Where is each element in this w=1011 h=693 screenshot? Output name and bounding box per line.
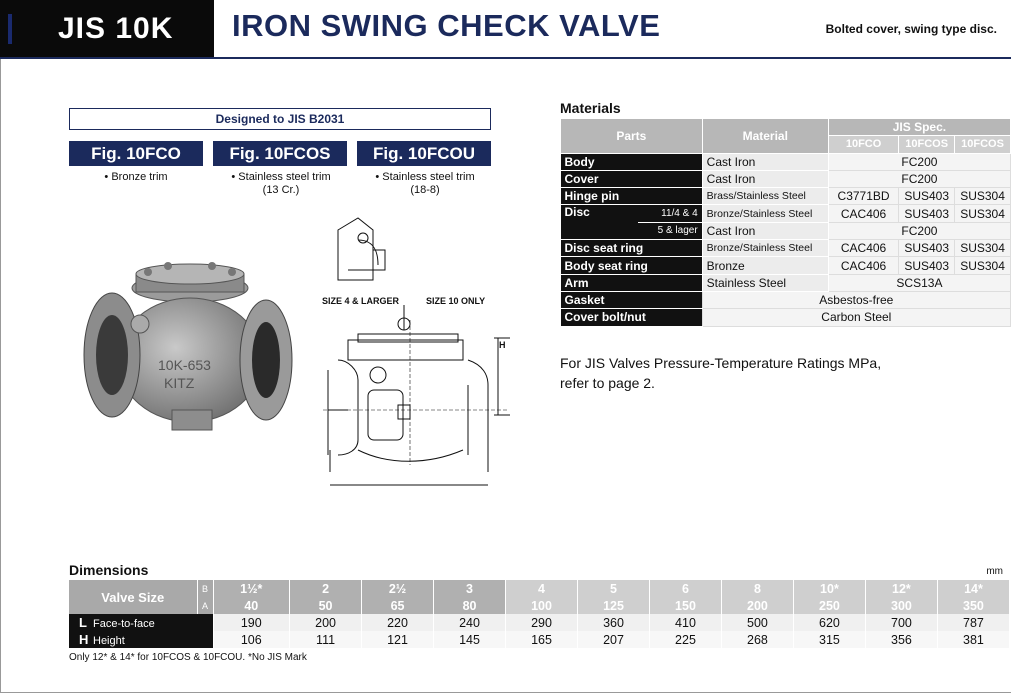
row-label: Height xyxy=(93,635,125,647)
size-b: 3 xyxy=(434,580,506,597)
page-subtitle: Bolted cover, swing type disc. xyxy=(825,22,997,36)
material-name: Cast Iron xyxy=(702,153,828,170)
table-row xyxy=(561,240,1011,257)
material-name: Bronze/Stainless Steel xyxy=(702,205,828,222)
valve-size-label: Valve Size xyxy=(69,580,197,614)
valve-photo xyxy=(80,260,295,440)
material-name: Cast Iron xyxy=(702,170,828,187)
designed-standard: Designed to JIS B2031 xyxy=(69,108,491,130)
pressure-rating-note xyxy=(560,353,881,393)
size-b: 5 xyxy=(578,580,650,597)
trim-note: (13 Cr.) xyxy=(262,184,300,196)
diagram-label-size10: SIZE 10 ONLY xyxy=(426,296,486,306)
part-name: Cover xyxy=(561,170,703,187)
part-name: Body seat ring xyxy=(561,257,703,274)
trim-10fco xyxy=(66,171,206,184)
spec-value: SUS304 xyxy=(955,205,1011,222)
size-unit-a: A xyxy=(197,597,213,614)
size-unit-b: B xyxy=(197,580,213,597)
size-a: 125 xyxy=(578,597,650,614)
trim-text: • Stainless steel trim xyxy=(375,171,475,183)
trim-note: (18-8) xyxy=(410,184,440,196)
dim-value: 356 xyxy=(865,631,937,648)
dim-value: 315 xyxy=(793,631,865,648)
spec-col: 10FCOS xyxy=(899,136,955,153)
table-row xyxy=(561,257,1011,274)
dim-value: 207 xyxy=(578,631,650,648)
dim-value: 787 xyxy=(937,614,1009,631)
spec-value: SUS403 xyxy=(899,205,955,222)
table-row xyxy=(69,631,1010,648)
part-name: Gasket xyxy=(561,291,703,308)
trim-text: • Stainless steel trim xyxy=(231,171,331,183)
diagram-label-size4: SIZE 4 & LARGER xyxy=(322,296,400,306)
dim-value: 220 xyxy=(362,614,434,631)
dimensions-footnote: Only 12* & 14* for 10FCOS & 10FCOU. *No JIS Mark xyxy=(69,652,307,663)
dimensions-title: Dimensions xyxy=(69,562,149,578)
spec-value: SUS304 xyxy=(955,188,1011,205)
part-name: Cover bolt/nut xyxy=(561,309,703,326)
spec-value: SUS403 xyxy=(899,257,955,274)
size-b: 6 xyxy=(649,580,721,597)
spec-value: Asbestos-free xyxy=(702,291,1010,308)
size-a: 150 xyxy=(649,597,721,614)
figure-10fco-label: Fig. 10FCO xyxy=(69,141,203,166)
series-label: JIS 10K xyxy=(0,0,214,58)
dim-value: 700 xyxy=(865,614,937,631)
dim-value: 240 xyxy=(434,614,506,631)
size-b: 8 xyxy=(721,580,793,597)
trim-10fcos xyxy=(211,171,351,197)
dim-value: 620 xyxy=(793,614,865,631)
header-divider xyxy=(0,57,1011,59)
disc-size: 11/4 & 4 xyxy=(638,205,702,222)
size-b: 2½ xyxy=(362,580,434,597)
dim-value: 190 xyxy=(213,614,290,631)
size-b: 14* xyxy=(937,580,1009,597)
spec-value: CAC406 xyxy=(828,205,898,222)
table-row xyxy=(69,614,1010,631)
dim-value: 381 xyxy=(937,631,1009,648)
size-b: 12* xyxy=(865,580,937,597)
material-name: Bronze/Stainless Steel xyxy=(702,240,828,257)
table-row xyxy=(561,274,1011,291)
note-line: For JIS Valves Pressure-Temperature Ratings MPa, xyxy=(560,355,882,371)
dimensions-unit: mm xyxy=(986,566,1003,577)
dim-value: 121 xyxy=(362,631,434,648)
material-name: Cast Iron xyxy=(702,222,828,239)
material-name: Stainless Steel xyxy=(702,274,828,291)
size-b: 2 xyxy=(290,580,362,597)
col-jis-spec: JIS Spec. xyxy=(828,119,1010,136)
table-row xyxy=(561,153,1011,170)
materials-table xyxy=(560,118,1011,327)
spec-value: CAC406 xyxy=(828,257,898,274)
spec-value: FC200 xyxy=(828,170,1010,187)
disc-size: 5 & lager xyxy=(638,222,702,239)
table-row xyxy=(561,291,1011,308)
table-row xyxy=(561,188,1011,205)
size-a: 350 xyxy=(937,597,1009,614)
row-label-face-to-face xyxy=(69,614,213,631)
row-label-height xyxy=(69,631,213,648)
materials-title: Materials xyxy=(560,100,621,116)
svg-text:KITZ: KITZ xyxy=(164,375,195,391)
spec-col: 10FCOS xyxy=(955,136,1011,153)
svg-text:10K-653: 10K-653 xyxy=(158,357,211,373)
dim-value: 106 xyxy=(213,631,290,648)
size-a: 300 xyxy=(865,597,937,614)
spec-value: C3771BD xyxy=(828,188,898,205)
size-a: 40 xyxy=(213,597,290,614)
spec-value: FC200 xyxy=(828,222,1010,239)
part-name: Disc seat ring xyxy=(561,240,703,257)
spec-col: 10FCO xyxy=(828,136,898,153)
part-name: Hinge pin xyxy=(561,188,703,205)
spec-value: FC200 xyxy=(828,153,1010,170)
dim-value: 500 xyxy=(721,614,793,631)
figure-10fcou-label: Fig. 10FCOU xyxy=(357,141,491,166)
spec-value: CAC406 xyxy=(828,240,898,257)
trim-text: • Bronze trim xyxy=(104,171,168,183)
size-a: 65 xyxy=(362,597,434,614)
table-row xyxy=(561,205,1011,222)
dimensions-table xyxy=(69,580,1010,648)
dim-value: 165 xyxy=(506,631,578,648)
dim-value: 268 xyxy=(721,631,793,648)
size-b: 4 xyxy=(506,580,578,597)
row-label: Face-to-face xyxy=(93,618,155,630)
figure-10fcos-label: Fig. 10FCOS xyxy=(213,141,347,166)
size-a: 50 xyxy=(290,597,362,614)
size-b: 10* xyxy=(793,580,865,597)
size-a: 200 xyxy=(721,597,793,614)
spec-value: SCS13A xyxy=(828,274,1010,291)
spec-value: SUS403 xyxy=(899,188,955,205)
spec-value: SUS304 xyxy=(955,257,1011,274)
dim-value: 360 xyxy=(578,614,650,631)
part-name: Arm xyxy=(561,274,703,291)
spec-value: SUS403 xyxy=(899,240,955,257)
part-name: Body xyxy=(561,153,703,170)
dim-value: 410 xyxy=(649,614,721,631)
col-parts: Parts xyxy=(561,119,703,154)
size-a: 250 xyxy=(793,597,865,614)
dim-value: 111 xyxy=(290,631,362,648)
table-row xyxy=(561,170,1011,187)
valve-section-diagram xyxy=(318,210,518,495)
part-name: Disc xyxy=(561,205,639,240)
material-name: Brass/Stainless Steel xyxy=(702,188,828,205)
note-line: refer to page 2. xyxy=(560,375,655,391)
col-material: Material xyxy=(702,119,828,154)
table-row xyxy=(561,309,1011,326)
size-a: 80 xyxy=(434,597,506,614)
size-b: 1½* xyxy=(213,580,290,597)
diagram-label-h: H xyxy=(499,340,506,350)
material-name: Bronze xyxy=(702,257,828,274)
dim-value: 290 xyxy=(506,614,578,631)
spec-value: Carbon Steel xyxy=(702,309,1010,326)
page-title: IRON SWING CHECK VALVE xyxy=(232,8,661,43)
row-letter: H xyxy=(79,632,89,647)
size-a: 100 xyxy=(506,597,578,614)
dim-value: 145 xyxy=(434,631,506,648)
dim-value: 200 xyxy=(290,614,362,631)
trim-10fcou xyxy=(355,171,495,197)
row-letter: L xyxy=(79,615,87,630)
spec-value: SUS304 xyxy=(955,240,1011,257)
dim-value: 225 xyxy=(649,631,721,648)
